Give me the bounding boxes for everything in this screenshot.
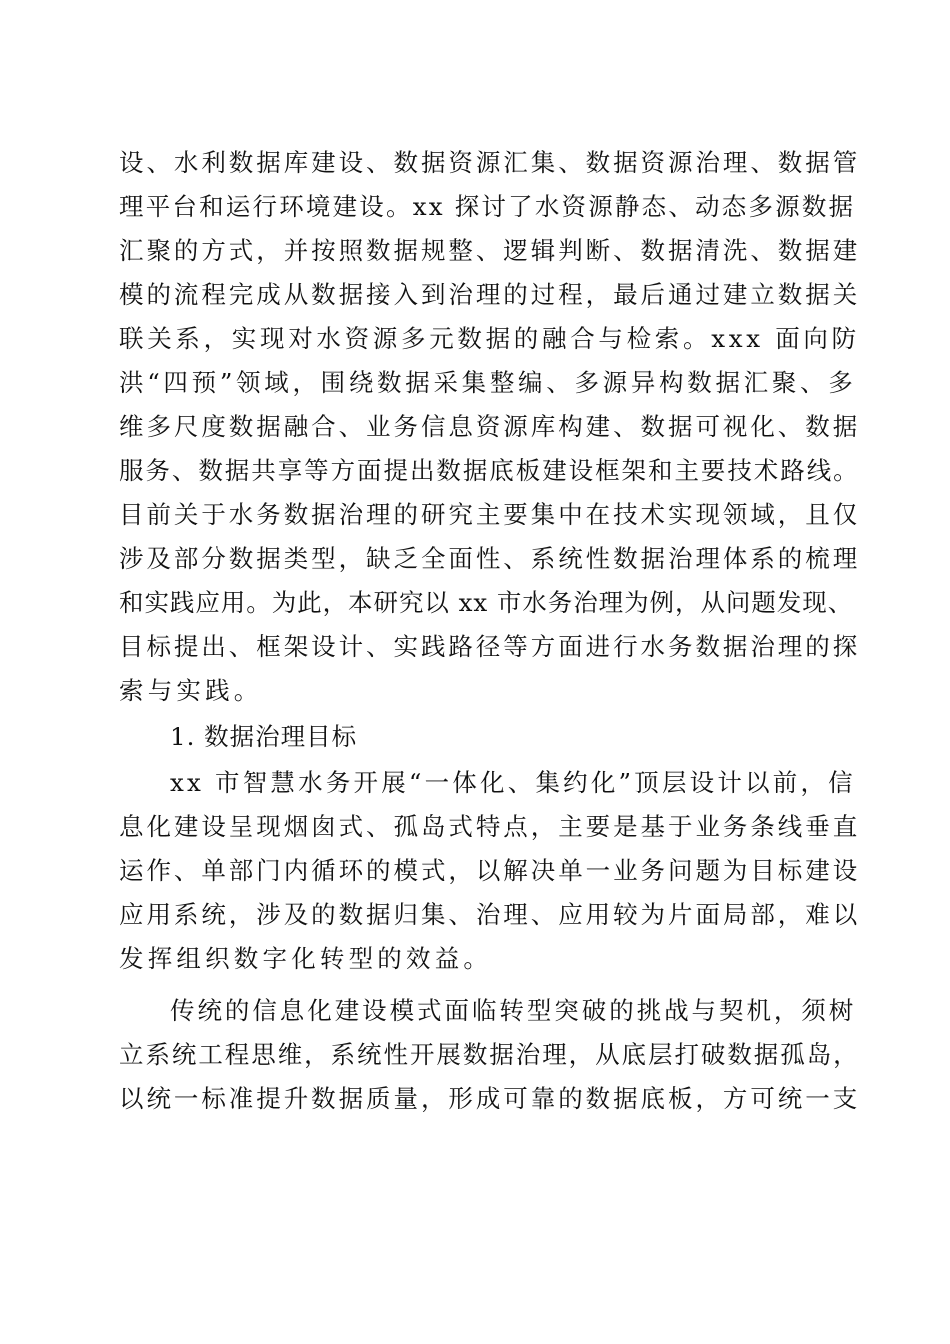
paragraph-line: 汇聚的方式，并按照数据规整、逻辑判断、数据清洗、数据建 — [119, 236, 861, 265]
paragraph-line: 发挥组织数字化转型的效益。 — [119, 944, 493, 973]
paragraph-line: 涉及部分数据类型，缺乏全面性、系统性数据治理体系的梳理 — [119, 544, 861, 573]
section-heading: 1. 数据治理目标 — [170, 722, 358, 751]
paragraph-line: 索与实践。 — [119, 676, 263, 705]
paragraph-line: 息化建设呈现烟囱式、孤岛式特点，主要是基于业务条线垂直 — [119, 812, 861, 841]
paragraph-line: 运作、单部门内循环的模式，以解决单一业务问题为目标建设 — [119, 856, 861, 885]
paragraph-line: 设、水利数据库建设、数据资源汇集、数据资源治理、数据管 — [119, 148, 861, 177]
paragraph-line: 目前关于水务数据治理的研究主要集中在技术实现领域，且仅 — [119, 500, 861, 529]
paragraph-line: 应用系统，涉及的数据归集、治理、应用较为片面局部，难以 — [119, 900, 861, 929]
paragraph-line: 目标提出、框架设计、实践路径等方面进行水务数据治理的探 — [119, 632, 861, 661]
paragraph-line: 模的流程完成从数据接入到治理的过程，最后通过建立数据关 — [119, 280, 861, 309]
paragraph-line: 维多尺度数据融合、业务信息资源库构建、数据可视化、数据 — [119, 412, 861, 441]
paragraph-line: 和实践应用。为此，本研究以 xx 市水务治理为例，从问题发现、 — [119, 588, 854, 617]
paragraph-line: 联关系，实现对水资源多元数据的融合与检索。xxx 面向防 — [119, 324, 860, 353]
paragraph-line: 立系统工程思维，系统性开展数据治理，从底层打破数据孤岛， — [119, 1040, 860, 1069]
paragraph-line: 服务、数据共享等方面提出数据底板建设框架和主要技术路线。 — [119, 456, 860, 485]
paragraph-line: xx 市智慧水务开展“一体化、集约化”顶层设计以前，信 — [170, 768, 856, 797]
paragraph-line: 传统的信息化建设模式面临转型突破的挑战与契机，须树 — [170, 996, 857, 1025]
paragraph-line: 洪“四预”领域，围绕数据采集整编、多源异构数据汇聚、多 — [119, 368, 857, 397]
paragraph-line: 理平台和运行环境建设。xx 探讨了水资源静态、动态多源数据 — [119, 192, 856, 221]
paragraph-line: 以统一标准提升数据质量，形成可靠的数据底板，方可统一支 — [119, 1084, 861, 1113]
